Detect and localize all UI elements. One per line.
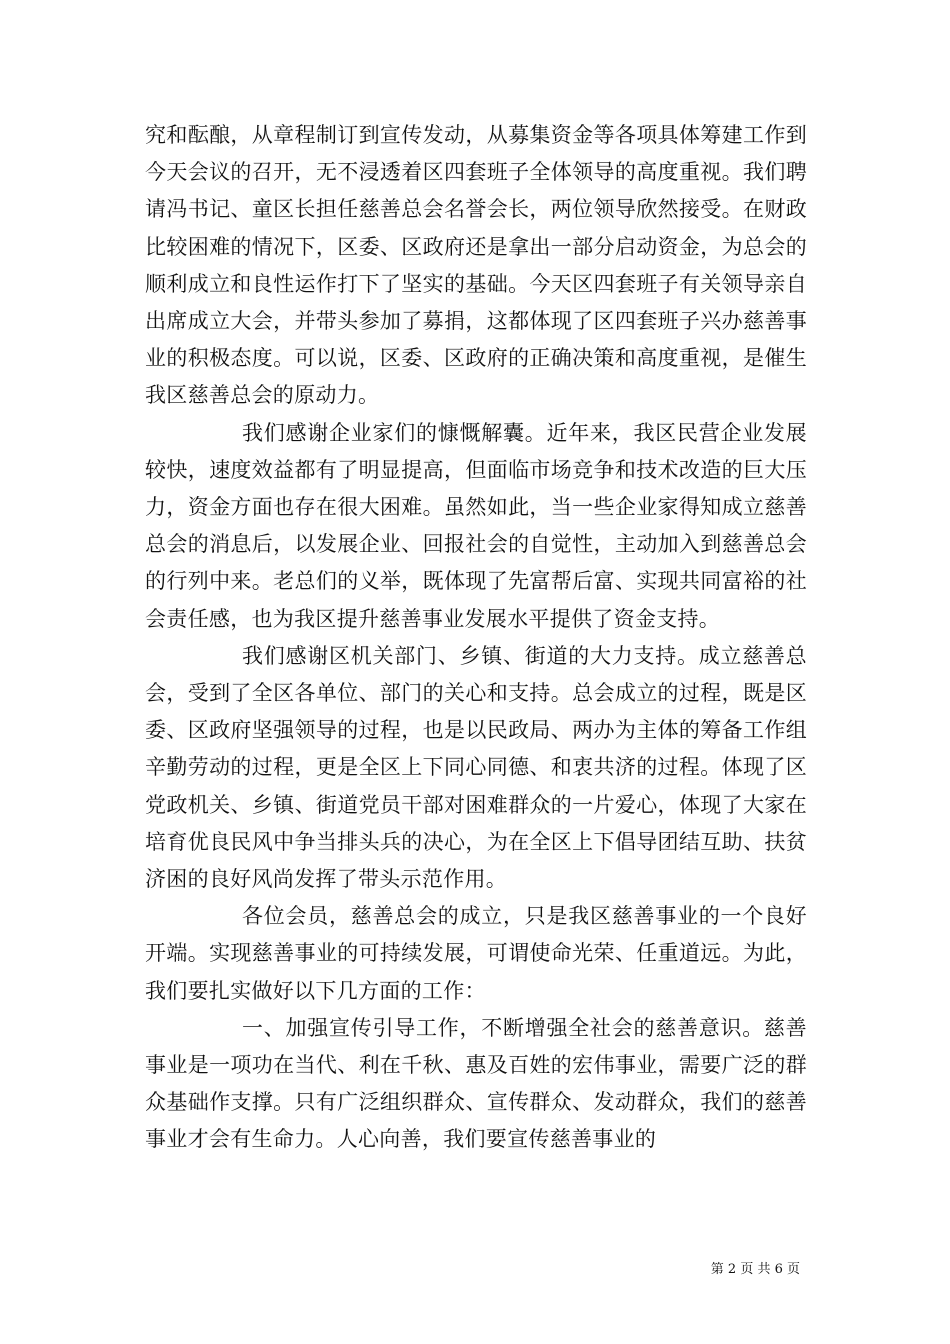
paragraph-5: 一、加强宣传引导工作，不断增强全社会的慈善意识。慈善事业是一项功在当代、利在千秋、惠及百姓的宏伟事业，需要广泛的群众基础作支撑。只有广泛组织群众、宣传群众、发动群众，我们的慈善事业才会有生命力。人心向善，我们要宣传慈善事业的 <box>145 1015 807 1152</box>
body-text <box>145 117 807 1159</box>
paragraph-1: 究和酝酿，从章程制订到宣传发动，从募集资金等各项具体筹建工作到今天会议的召开，无不浸透着区四套班子全体领导的高度重视。我们聘请冯书记、童区长担任慈善总会名誉会长，两位领导欣然接受。在财政比较困难的情况下，区委、区政府还是拿出一部分启动资金，为总会的顺利成立和良性运作打下了坚实的基础。今天区四套班子有关领导亲自出席成立大会，并带头参加了募捐，这都体现了区四套班子兴办慈善事业的积极态度。可以说，区委、区政府的正确决策和高度重视，是催生我区慈善总会的原动力。 <box>145 123 807 408</box>
page-number-footer: 第 2 页 共 6 页 <box>710 1262 800 1277</box>
paragraph-4: 各位会员，慈善总会的成立，只是我区慈善事业的一个良好开端。实现慈善事业的可持续发展，可谓使命光荣、任重道远。为此，我们要扎实做好以下几方面的工作： <box>145 904 807 1003</box>
paragraph-3: 我们感谢区机关部门、乡镇、街道的大力支持。成立慈善总会，受到了全区各单位、部门的关心和支持。总会成立的过程，既是区委、区政府坚强领导的过程，也是以民政局、两办为主体的筹备工作组辛勤劳动的过程，更是全区上下同心同德、和衷共济的过程。体现了区党政机关、乡镇、街道党员干部对困难群众的一片爱心，体现了大家在培育优良民风中争当排头兵的决心，为在全区上下倡导团结互助、扶贫济困的良好风尚发挥了带头示范作用。 <box>145 643 807 892</box>
paragraph-2: 我们感谢企业家们的慷慨解囊。近年来，我区民营企业发展较快，速度效益都有了明显提高，但面临市场竞争和技术改造的巨大压力，资金方面也存在很大困难。虽然如此，当一些企业家得知成立慈善总会的消息后，以发展企业、回报社会的自觉性，主动加入到慈善总会的行列中来。老总们的义举，既体现了先富帮后富、实现共同富裕的社会责任感，也为我区提升慈善事业发展水平提供了资金支持。 <box>145 420 807 631</box>
